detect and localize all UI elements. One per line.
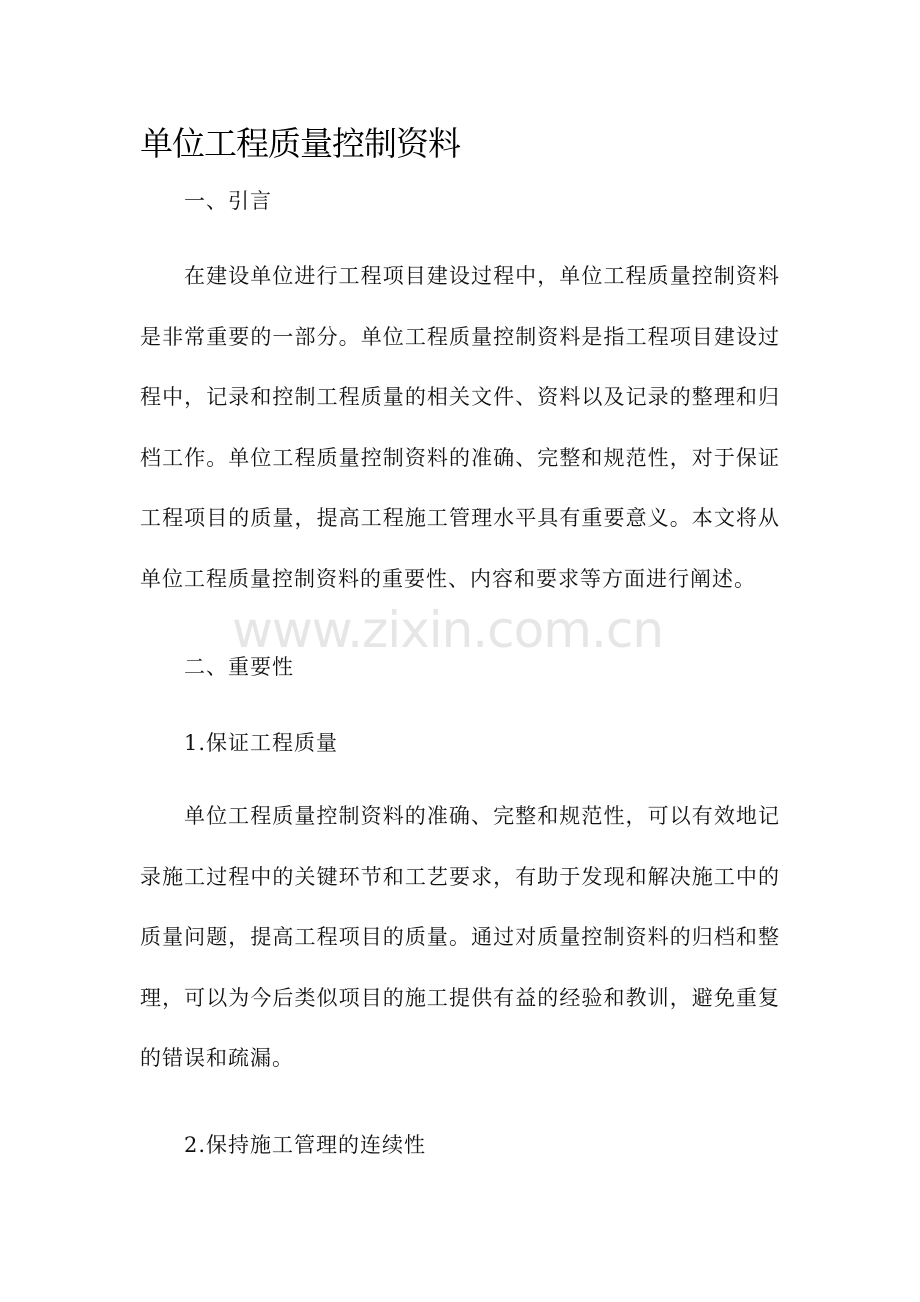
watermark: www.zixin.com.cn <box>232 601 664 659</box>
subsection-heading-quality: 1.保证工程质量 <box>184 731 339 755</box>
subsection-heading-continuity: 2.保持施工管理的连续性 <box>184 1133 427 1157</box>
quality-paragraph: 单位工程质量控制资料的准确、完整和规范性，可以有效地记录施工过程中的关键环节和工艺要求，有助于发现和解决施工中的质量问题，提高工程项目的质量。通过对质量控制资料的归档和整理，可以为今后类似项目的施工提供有益的经验和教训，避免重复的错误和疏漏。 <box>140 804 780 1070</box>
document-title: 单位工程质量控制资料 <box>140 124 460 163</box>
section-heading-introduction: 一、引言 <box>184 189 272 213</box>
introduction-paragraph: 在建设单位进行工程项目建设过程中，单位工程质量控制资料是非常重要的一部分。单位工程质量控制资料是指工程项目建设过程中，记录和控制工程质量的相关文件、资料以及记录的整理和归档工作。单位工程质量控制资料的准确、完整和规范性，对于保证工程项目的质量，提高工程施工管理水平具有重要意义。本文将从单位工程质量控制资料的重要性、内容和要求等方面进行阐述。 <box>140 264 780 591</box>
section-heading-importance: 二、重要性 <box>184 655 294 679</box>
